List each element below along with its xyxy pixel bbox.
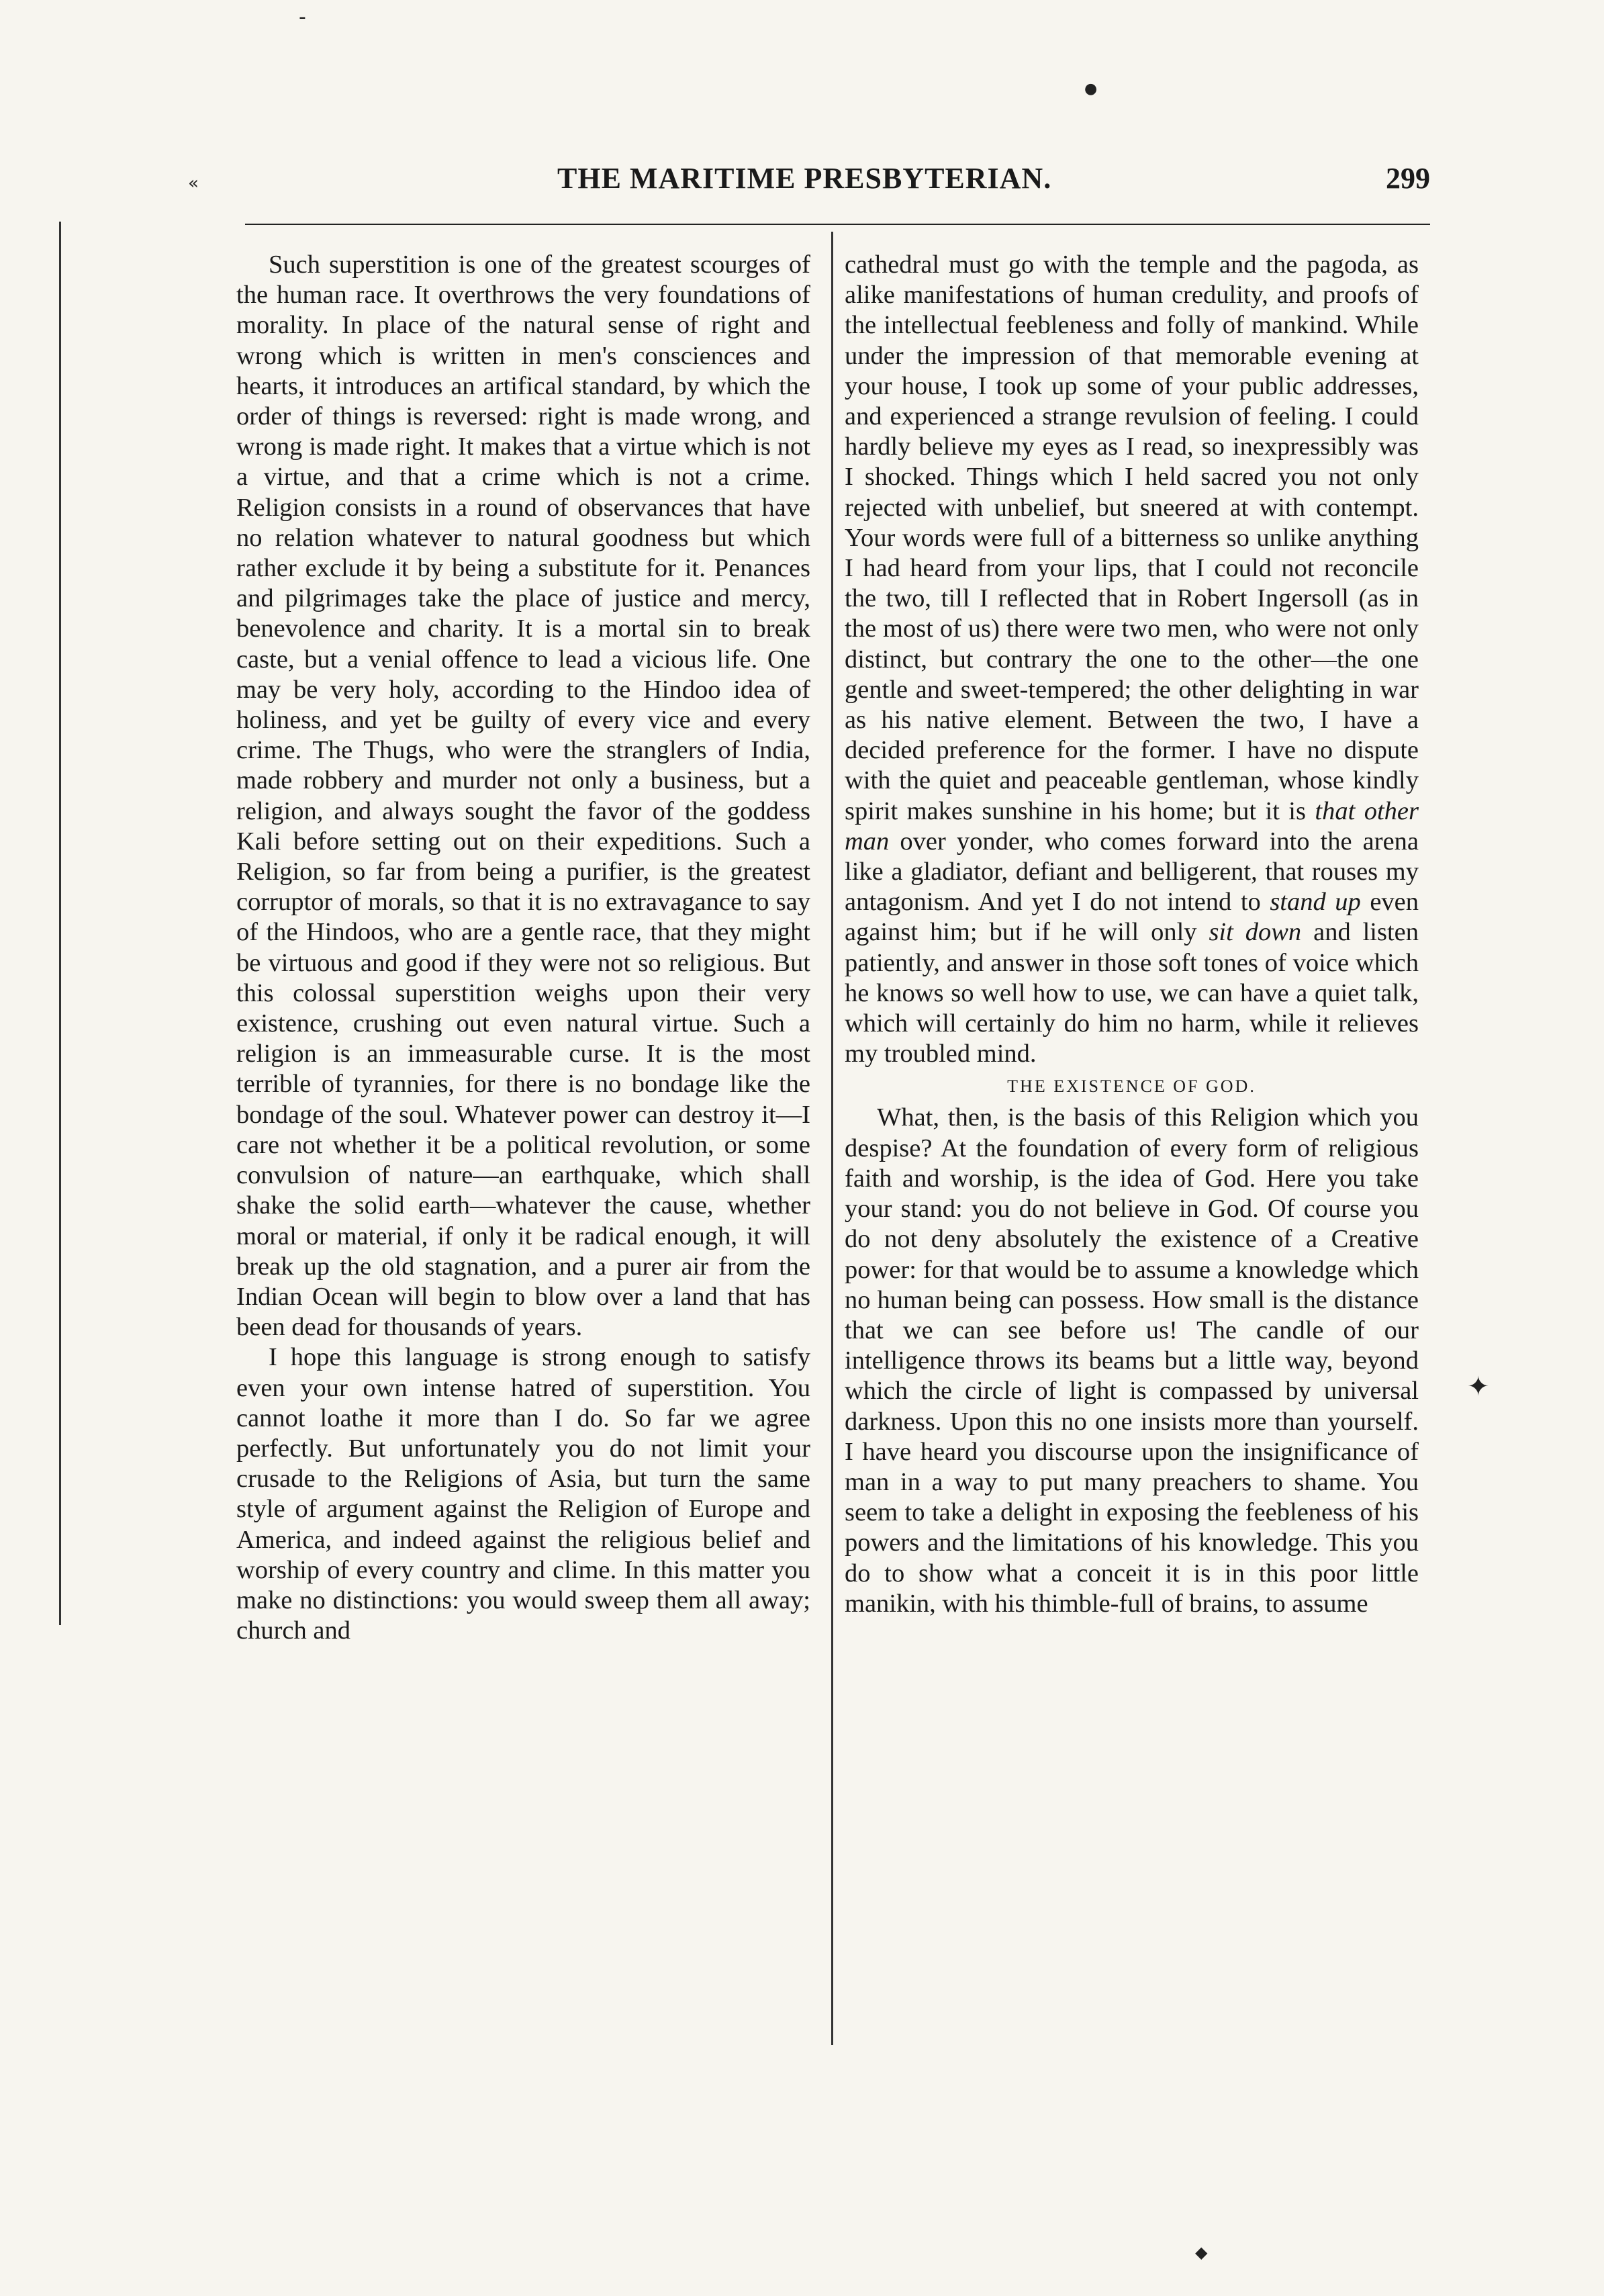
running-title: THE MARITIME PRESBYTERIAN. [557, 162, 1052, 195]
margin-speck: - [299, 5, 306, 29]
text-run: cathedral must go with the temple and the pagoda, as alike manifestations of human credulity, and proofs of the intellectual feebleness and folly of mankind. While under the impression of that memorable evening at your house, I took up some of your public addresses, and experienced a strange revulsion of feeling. I could hardly believe my eyes as I read, so inexpressibly was I shocked. Things which I held sacred you not only rejected with unbelief, but sneered at with contempt. Your words were full of a bitterness so unlike anything I had heard from your lips, that I could not reconcile the two, till I reflected that in Robert Ingersoll (as in the most of us) there were two men, who were not only distinct, but contrary the one to the other—the one gentle and sweet-tempered; the other delighting in war as his native element. Between the two, I have a decided preference for the former. I have no dispute with the quiet and peaceable gentleman, whose kindly spirit makes sunshine in his home; but it is [845, 250, 1419, 825]
right-column [845, 250, 1419, 1619]
italic-phrase: stand up [1270, 888, 1361, 917]
paragraph: I hope this language is strong enough to satisfy even your own intense hatred of superstition. You cannot loathe it more than I do. So far we agree perfectly. But unfortunately you do not limit your crusade to the Religions of Asia, but turn the same style of argument against the Religion of Europe and America, and indeed against the religious belief and worship of every country and clime. In this matter you make no distinctions: you would sweep them all away; church and [236, 1343, 810, 1645]
left-column [236, 250, 810, 1646]
italic-phrase: sit down [1209, 918, 1302, 947]
italic-phrase: that other man [845, 796, 1419, 856]
margin-speck: ● [1084, 81, 1098, 97]
margin-speck: « [188, 173, 199, 193]
text-run: over yonder, who comes forward into the arena like a gladiator, defiant and belligerent, that rouses my antagonism. And yet I do not intend to [845, 827, 1419, 917]
page-number: 299 [1386, 162, 1430, 195]
column-divider [831, 232, 833, 2045]
paragraph: What, then, is the basis of this Religion which you despise? At the foundation of every form of religious faith and worship, is the idea of God. Here you take your stand: you do not believe in God. Of course you do not deny absolutely the existence of a Creative power: for that would be to assume a knowledge which no human being can possess. How small is the distance that we can see before us! The candle of our intelligence throws its beams but a little way, beyond which the circle of light is compassed by universal darkness. Upon this no one insists more than yourself. I have heard you discourse upon the insignificance of man in a way to put many preachers to shame. You seem to take a delight in exposing the feebleness of his powers and the limitations of his knowledge. This you do to show what a conceit it is in this poor little manikin, with his thimble-full of brains, to assume [845, 1103, 1419, 1618]
paragraph: Such superstition is one of the greatest scourges of the human race. It overthrows the very foundations of morality. In place of the natural sense of right and wrong which is written in men's consciences and hearts, it introduces an artifical standard, by which the order of things is reversed: right is made wrong, and wrong is made right. It makes that a virtue which is not a virtue, and that a crime which is not a crime. Religion consists in a round of observances that have no relation whatever to natural goodness but which rather exclude it by being a substitute for it. Penances and pilgrimages take the place of justice and mercy, benevolence and charity. It is a mortal sin to break caste, but a venial offence to lead a vicious life. One may be very holy, according to the Hindoo idea of holiness, and yet be guilty of every vice and every crime. The Thugs, who were the stranglers of India, made robbery and murder not only a business, but a religion, and always sought the favor of the goddess Kali before setting out on their expeditions. Such a Religion, so far from being a purifier, is the greatest corruptor of morals, so that it is no extravagance to say of the Hindoos, who are a gentle race, that they might be virtuous and good if they were not so religious. But this colossal superstition weighs upon their very existence, crushing out even natural virtue. Such a religion is an immeasurable curse. It is the most terrible of tyrannies, for there is no bondage like the bondage of the soul. Whatever power can destroy it—I care not whether it be a political revolution, or some convulsion of nature—an earthquake, which shall shake the solid earth—whatever the cause, whether moral or material, if only it be radical enough, it will break up the old stagnation, and a purer air from the Indian Ocean will begin to blow over a land that has been dead for thousands of years. [236, 250, 810, 1342]
margin-speck: ◆ [1195, 2243, 1208, 2262]
paragraph [845, 250, 1419, 1069]
margin-scan-line [59, 222, 61, 1625]
page-header [242, 161, 1430, 208]
header-rule [245, 224, 1430, 225]
text-run: and listen patiently, and answer in those soft tones of voice which he knows so well how to use, we can have a quiet talk, which will certainly do him no harm, while it relieves my troubled mind. [845, 918, 1419, 1068]
section-heading: THE EXISTENCE OF GOD. [1007, 1076, 1256, 1097]
text-run: even against him; but if he will only [845, 888, 1419, 947]
margin-speck: ✦ [1467, 1371, 1490, 1402]
